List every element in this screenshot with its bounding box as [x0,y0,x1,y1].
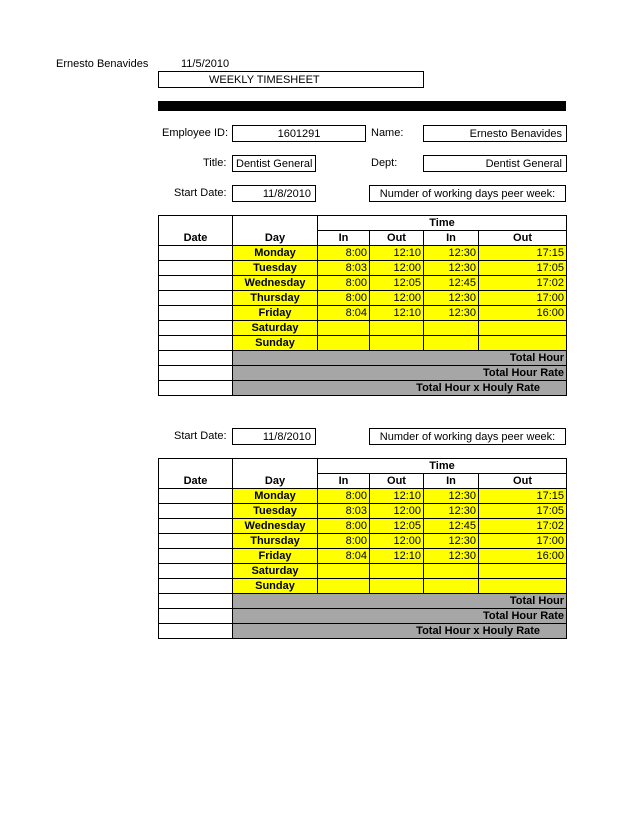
table-row [159,564,567,579]
out-cell[interactable]: 12:05 [370,519,424,534]
in-cell[interactable]: 8:00 [318,291,370,306]
out-cell[interactable] [479,579,567,594]
in-cell[interactable]: 12:45 [424,276,479,291]
day-cell: Monday [233,246,318,261]
in-cell[interactable]: 8:04 [318,549,370,564]
in-cell[interactable]: 12:30 [424,504,479,519]
date-cell[interactable] [159,306,233,321]
in-cell[interactable] [318,579,370,594]
out-header: Out [479,231,567,246]
in-cell[interactable] [318,321,370,336]
out-cell[interactable] [479,321,567,336]
header-cell [233,216,318,231]
out-cell[interactable]: 16:00 [479,306,567,321]
out-cell[interactable] [370,336,424,351]
day-header: Day [233,231,318,246]
out-cell[interactable]: 12:10 [370,246,424,261]
total-hour-rate-row [159,609,567,624]
day-header: Day [233,474,318,489]
out-cell[interactable] [370,321,424,336]
in-cell[interactable] [424,336,479,351]
day-cell: Thursday [233,291,318,306]
table-row [159,261,567,276]
in-cell[interactable] [424,564,479,579]
in-cell[interactable]: 12:30 [424,261,479,276]
date-cell [159,381,233,396]
table-row [159,549,567,564]
title-field[interactable]: Dentist General [232,155,316,172]
in-cell[interactable]: 8:00 [318,534,370,549]
in-cell[interactable]: 8:00 [318,246,370,261]
date-cell[interactable] [159,489,233,504]
start-date-label: Start Date: [174,430,227,442]
dept-field[interactable]: Dentist General [423,155,567,172]
total-hour-row [159,594,567,609]
date-cell[interactable] [159,519,233,534]
name-field[interactable]: Ernesto Benavides [423,125,567,142]
in-cell[interactable] [318,564,370,579]
in-cell[interactable]: 8:00 [318,276,370,291]
date-cell[interactable] [159,246,233,261]
out-cell[interactable]: 17:15 [479,489,567,504]
table-row [159,579,567,594]
table-row [159,306,567,321]
date-cell[interactable] [159,291,233,306]
working-days-field[interactable]: Numder of working days peer week: [369,428,566,445]
day-cell: Wednesday [233,276,318,291]
table-row [159,336,567,351]
out-cell[interactable]: 17:05 [479,261,567,276]
total-hour-x-rate-row [159,624,567,639]
date-cell[interactable] [159,534,233,549]
day-cell: Saturday [233,321,318,336]
table-row [159,534,567,549]
in-cell[interactable]: 12:30 [424,291,479,306]
out-cell[interactable]: 12:10 [370,489,424,504]
day-cell: Wednesday [233,519,318,534]
in-header: In [424,231,479,246]
date-cell[interactable] [159,549,233,564]
day-cell: Monday [233,489,318,504]
employee-id-label: Employee ID: [162,127,229,139]
in-cell[interactable]: 12:45 [424,519,479,534]
day-cell: Saturday [233,564,318,579]
day-cell: Tuesday [233,504,318,519]
total-hour-rate-label: Total Hour Rate [233,609,567,624]
dept-label: Dept: [371,157,398,169]
date-header: Date [159,231,233,246]
date-cell [159,624,233,639]
table-row [159,504,567,519]
working-days-field[interactable]: Numder of working days peer week: [369,185,566,202]
out-cell[interactable]: 12:10 [370,306,424,321]
start-date-field[interactable]: 11/8/2010 [232,428,316,445]
person-name: Ernesto Benavides [56,58,149,70]
in-cell[interactable]: 12:30 [424,306,479,321]
out-header: Out [370,474,424,489]
out-cell[interactable]: 17:02 [479,276,567,291]
in-cell[interactable] [424,579,479,594]
date-cell[interactable] [159,564,233,579]
out-cell[interactable]: 12:00 [370,504,424,519]
table-row [159,276,567,291]
day-cell: Friday [233,549,318,564]
total-hour-row [159,351,567,366]
day-cell: Friday [233,306,318,321]
in-cell[interactable]: 8:00 [318,519,370,534]
timesheet-table-week1 [158,215,567,396]
sheet-date: 11/5/2010 [181,58,230,70]
date-cell [159,609,233,624]
out-cell[interactable]: 17:15 [479,246,567,261]
header-cell [159,216,233,231]
in-cell[interactable]: 12:30 [424,489,479,504]
time-header: Time [318,216,567,231]
total-hour-rate-row [159,366,567,381]
sheet-title: WEEKLY TIMESHEET [158,71,424,88]
date-cell [159,594,233,609]
total-hour-x-rate-label: Total Hour x Houly Rate [233,381,567,396]
employee-id-field[interactable]: 1601291 [232,125,366,142]
table-row [159,246,567,261]
date-cell[interactable] [159,261,233,276]
out-cell[interactable]: 17:05 [479,504,567,519]
out-cell[interactable]: 12:00 [370,261,424,276]
day-cell: Sunday [233,579,318,594]
out-cell[interactable]: 17:02 [479,519,567,534]
out-header: Out [479,474,567,489]
out-cell[interactable] [479,564,567,579]
out-cell[interactable] [370,579,424,594]
day-cell: Tuesday [233,261,318,276]
header-cell [233,459,318,474]
in-header: In [318,231,370,246]
table-row [159,519,567,534]
in-header: In [424,474,479,489]
in-header: In [318,474,370,489]
in-cell[interactable]: 12:30 [424,549,479,564]
out-cell[interactable]: 12:00 [370,534,424,549]
table-row [159,489,567,504]
date-cell[interactable] [159,321,233,336]
date-cell[interactable] [159,276,233,291]
total-hour-rate-label: Total Hour Rate [233,366,567,381]
out-cell[interactable]: 16:00 [479,549,567,564]
header-cell [159,459,233,474]
timesheet-table-week2 [158,458,567,639]
in-cell[interactable]: 8:04 [318,306,370,321]
date-cell [159,366,233,381]
date-cell[interactable] [159,504,233,519]
time-header: Time [318,459,567,474]
in-cell[interactable]: 8:03 [318,504,370,519]
name-label: Name: [371,127,404,139]
date-cell [159,351,233,366]
table-row [159,291,567,306]
divider-bar [158,101,566,111]
total-hour-x-rate-row [159,381,567,396]
in-cell[interactable]: 12:30 [424,246,479,261]
total-hour-x-rate-label: Total Hour x Houly Rate [233,624,567,639]
table-row [159,321,567,336]
day-cell: Thursday [233,534,318,549]
in-cell[interactable] [318,336,370,351]
start-date-label: Start Date: [174,187,227,199]
out-cell[interactable] [479,336,567,351]
date-header: Date [159,474,233,489]
in-cell[interactable]: 8:00 [318,489,370,504]
out-cell[interactable]: 12:00 [370,291,424,306]
title-label: Title: [203,157,227,169]
in-cell[interactable] [424,321,479,336]
out-cell[interactable] [370,564,424,579]
out-cell[interactable]: 12:05 [370,276,424,291]
out-header: Out [370,231,424,246]
out-cell[interactable]: 17:00 [479,291,567,306]
day-cell: Sunday [233,336,318,351]
in-cell[interactable]: 8:03 [318,261,370,276]
out-cell[interactable]: 17:00 [479,534,567,549]
start-date-field[interactable]: 11/8/2010 [232,185,316,202]
out-cell[interactable]: 12:10 [370,549,424,564]
date-cell[interactable] [159,336,233,351]
in-cell[interactable]: 12:30 [424,534,479,549]
date-cell[interactable] [159,579,233,594]
total-hour-label: Total Hour [233,594,567,609]
total-hour-label: Total Hour [233,351,567,366]
